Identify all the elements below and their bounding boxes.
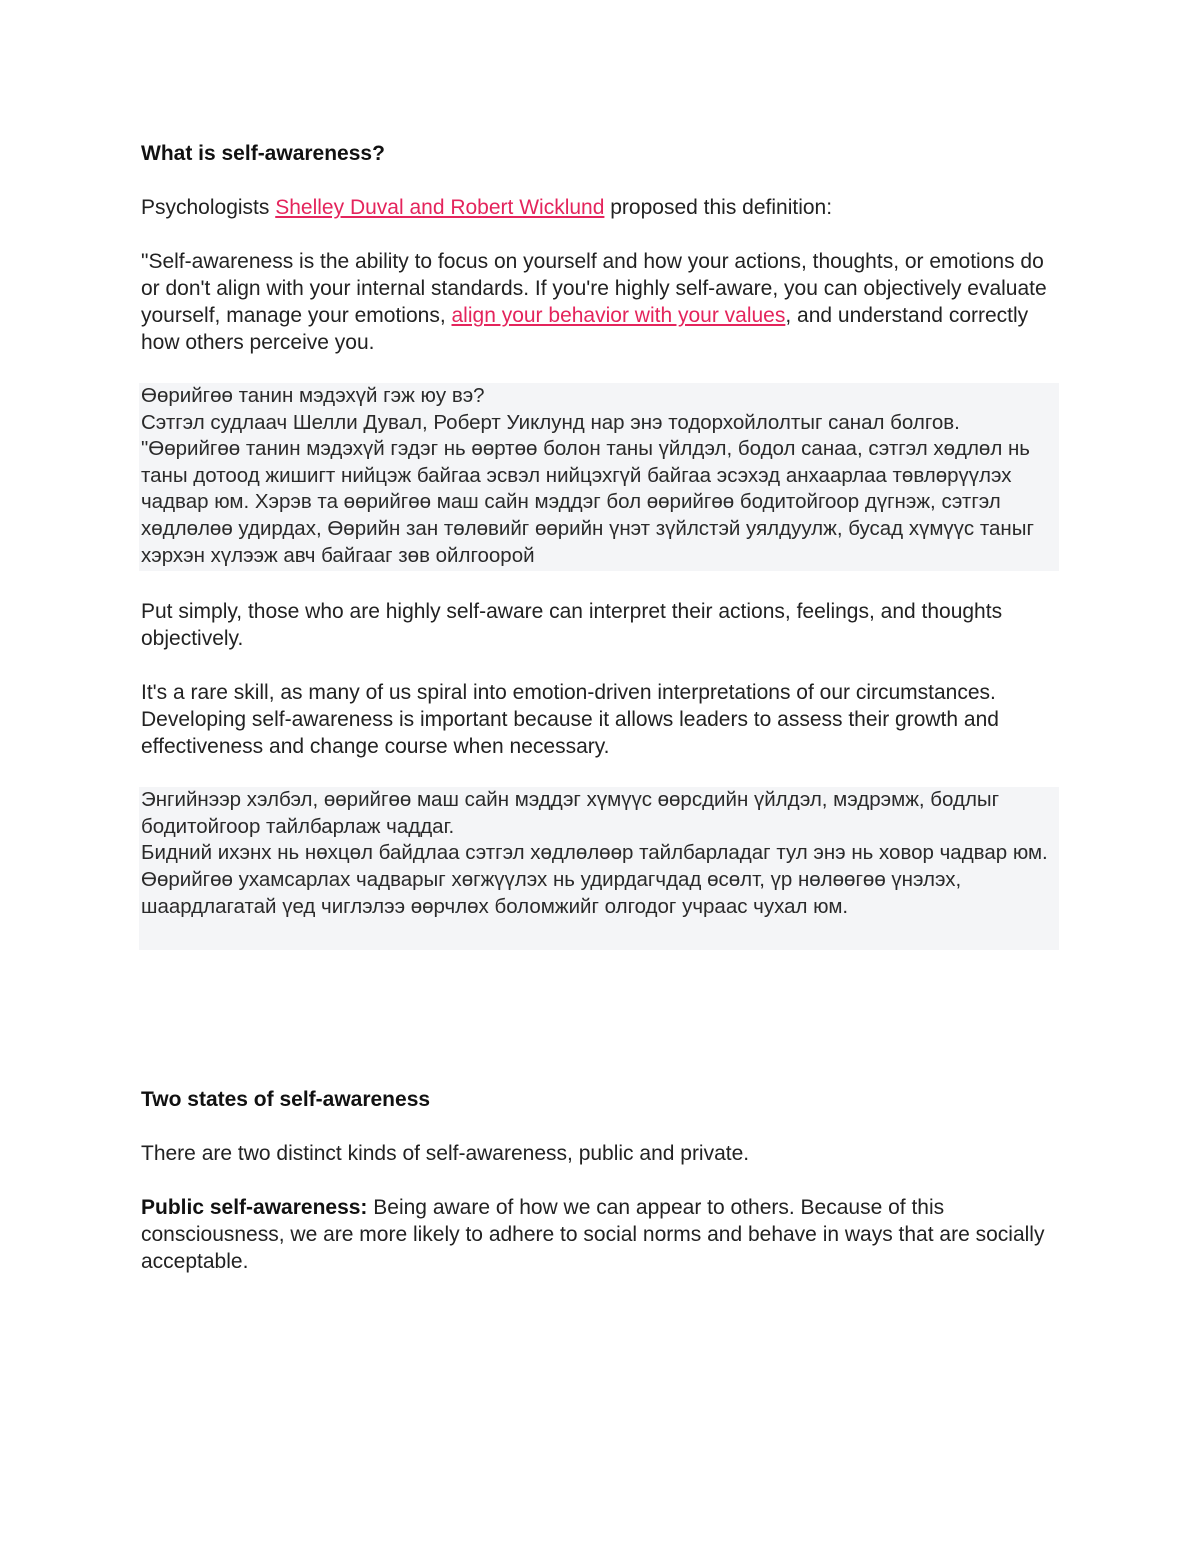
definition-quote [141, 248, 1061, 356]
translation-line: "Өөрийгөө танин мэдэхүй гэдэг нь өөртөө болон таны үйлдэл, бодол санаа, сэтгэл хөдлөл нь таны дотоод жишигт нийцэж байгаа эсвэл нийцэхгүй байгаа эсэхэд анхаарлаа төвлөрүүлэх чадвар юм. Хэрэв та өөрийгөө маш сайн мэддэг бол өөрийгөө бодитойгоор дүгнэж, сэтгэл хөдлөлөө удирдах, Өөрийн зан төлөвийг өөрийн үнэт зүйлстэй уялдуулж, бусад хүмүүс таныг хэрхэн хүлээж авч байгааг зөв ойлгоорой [141, 437, 1034, 567]
two-kinds-paragraph: There are two distinct kinds of self-awareness, public and private. [141, 1142, 750, 1166]
section-heading-self-awareness: What is self-awareness? [141, 142, 385, 165]
intro-text-before: Psychologists [141, 196, 276, 219]
intro-text-after: proposed this definition: [604, 196, 833, 219]
quote-text-after: , and understand correctly how others perceive you. [141, 304, 1029, 354]
put-simply-paragraph: Put simply, those who are highly self-aware can interpret their actions, feelings, and thoughts objectively. [141, 600, 1003, 651]
rare-skill-paragraph: It's a rare skill, as many of us spiral into emotion-driven interpretations of our circumstances. Developing self-awareness is important because it allows leaders to assess their growth and effectiveness and change course when necessary. [141, 681, 999, 759]
public-self-awareness-text: Being aware of how we can appear to others. Because of this consciousness, we are more likely to adhere to social norms and behave in ways that are socially acceptable. [141, 1196, 1045, 1274]
translation-line: Бидний ихэнх нь нөхцөл байдлаа сэтгэл хөдлөлөөр тайлбарладаг тул энэ нь ховор чадвар юм. Өөрийгөө ухамсарлах чадварыг хөгжүүлэх нь удирдагчдад өсөлт, үр нөлөөгөө үнэлэх, шаардлагатай үед чиглэлээ өөрчлөх боломжийг олгодог учраас чухал юм. [141, 841, 1048, 918]
translation-line: Өөрийгөө танин мэдэхүй гэж юу вэ? [141, 384, 485, 407]
spacer [141, 1167, 1061, 1194]
spacer [141, 950, 1061, 1086]
public-self-awareness-paragraph [141, 1194, 1061, 1275]
public-self-awareness-label: Public self-awareness: [141, 1196, 368, 1220]
spacer [141, 167, 1061, 194]
spacer [141, 760, 1061, 787]
spacer [141, 221, 1061, 248]
spacer [141, 652, 1061, 679]
quote-text-before: "Self-awareness is the ability to focus on yourself and how your actions, thoughts, or emotions do or don't align with your internal standards. If you're highly self-aware, you can objectively evaluate yourself, manage your emotions, [141, 250, 1047, 327]
translation-line: Сэтгэл судлаач Шелли Дувал, Роберт Уиклунд нар энэ тодорхойлолтыг санал болгов. [141, 410, 960, 434]
duval-wicklund-link[interactable]: Shelley Duval and Robert Wicklund [275, 196, 605, 219]
spacer [141, 571, 1061, 598]
translation-block-1 [139, 383, 1059, 571]
translation-line: Энгийнээр хэлбэл, өөрийгөө маш сайн мэддэг хүмүүс өөрсдийн үйлдэл, мэдрэмж, бодлыг бодитойгоор тайлбарлаж чаддаг. [141, 788, 1000, 838]
align-behavior-values-link[interactable]: align your behavior with your values [451, 304, 786, 327]
spacer [141, 356, 1061, 383]
document-page [141, 140, 1061, 1275]
spacer [141, 1113, 1061, 1140]
intro-paragraph [141, 194, 1061, 221]
translation-block-2 [139, 787, 1059, 950]
section-heading-two-states: Two states of self-awareness [141, 1088, 431, 1112]
